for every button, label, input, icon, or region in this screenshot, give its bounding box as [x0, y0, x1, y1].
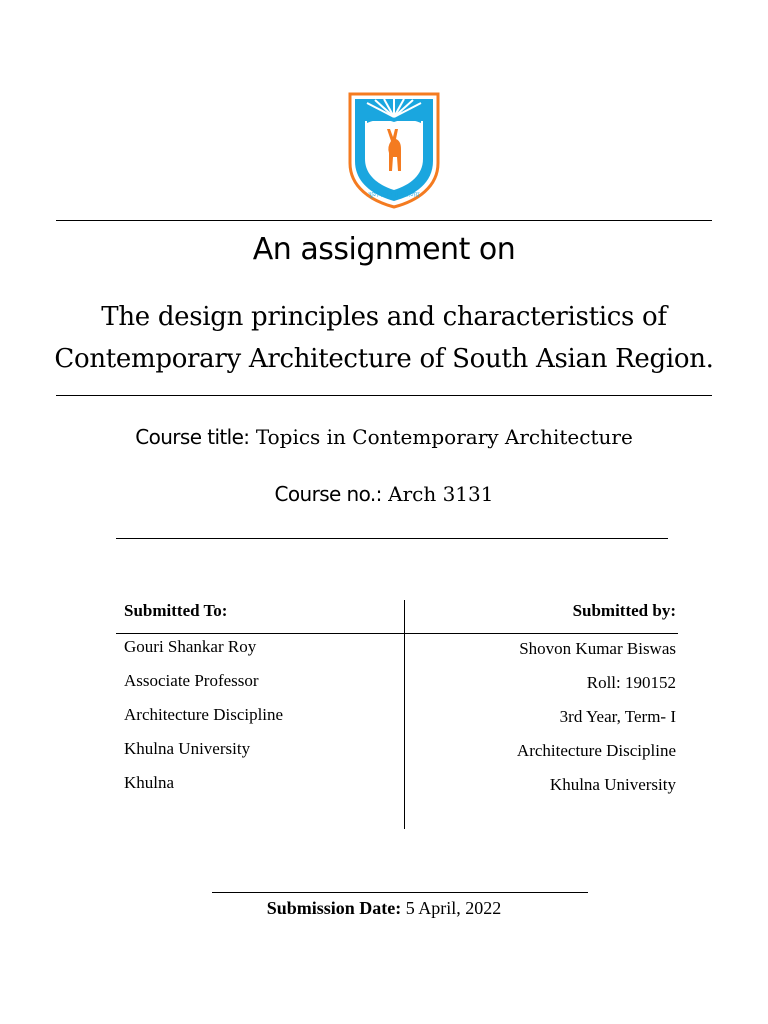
- assignment-title: [0, 296, 768, 380]
- submitted-by-line: Architecture Discipline: [516, 741, 676, 760]
- date-rule: [212, 892, 588, 893]
- submitted-by-line: Khulna University: [549, 775, 676, 794]
- submitted-to-line: Associate Professor: [124, 671, 259, 690]
- submission-date-label: Submission Date:: [266, 898, 402, 918]
- submitted-by-line: Shovon Kumar Biswas: [519, 639, 676, 658]
- submitted-by-line: 3rd Year, Term- I: [559, 707, 676, 726]
- submitted-by-details: [517, 639, 676, 809]
- submitted-to-line: Khulna University: [124, 739, 251, 758]
- submitted-by-line: Roll: 190152: [586, 673, 676, 692]
- khulna-university-crest-icon: [347, 91, 441, 209]
- submitted-to-header: Submitted To:: [124, 601, 228, 620]
- university-logo: [347, 91, 441, 209]
- course-rule: [116, 538, 668, 539]
- top-rule: [56, 220, 712, 221]
- submitted-by-header: Submitted by:: [572, 601, 676, 620]
- assignment-title-line-1: The design principles and characteristics of: [101, 302, 667, 332]
- title-rule: [56, 395, 712, 396]
- table-divider: [404, 600, 405, 829]
- submitted-to-line: Architecture Discipline: [124, 705, 284, 724]
- course-title-line: [0, 425, 768, 449]
- assignment-heading: An assignment on: [252, 232, 516, 267]
- submitted-to-line: Gouri Shankar Roy: [124, 637, 257, 656]
- submission-date: [0, 898, 768, 919]
- logo-caption: খুলনা বিশ্ববিদ্যালয়: [368, 191, 420, 199]
- course-number-value: Arch 3131: [388, 482, 494, 506]
- submitted-to-line: Khulna: [124, 773, 175, 792]
- table-header-rule: [116, 633, 678, 634]
- course-number-label: Course no.:: [274, 482, 382, 506]
- course-title-label: Course title:: [135, 425, 250, 449]
- course-number-line: [0, 482, 768, 506]
- submitted-to-details: [124, 637, 283, 807]
- submission-date-value: 5 April, 2022: [405, 898, 502, 918]
- course-title-value: Topics in Contemporary Architecture: [255, 425, 633, 449]
- assignment-title-line-2: Contemporary Architecture of South Asian Region.: [54, 344, 714, 374]
